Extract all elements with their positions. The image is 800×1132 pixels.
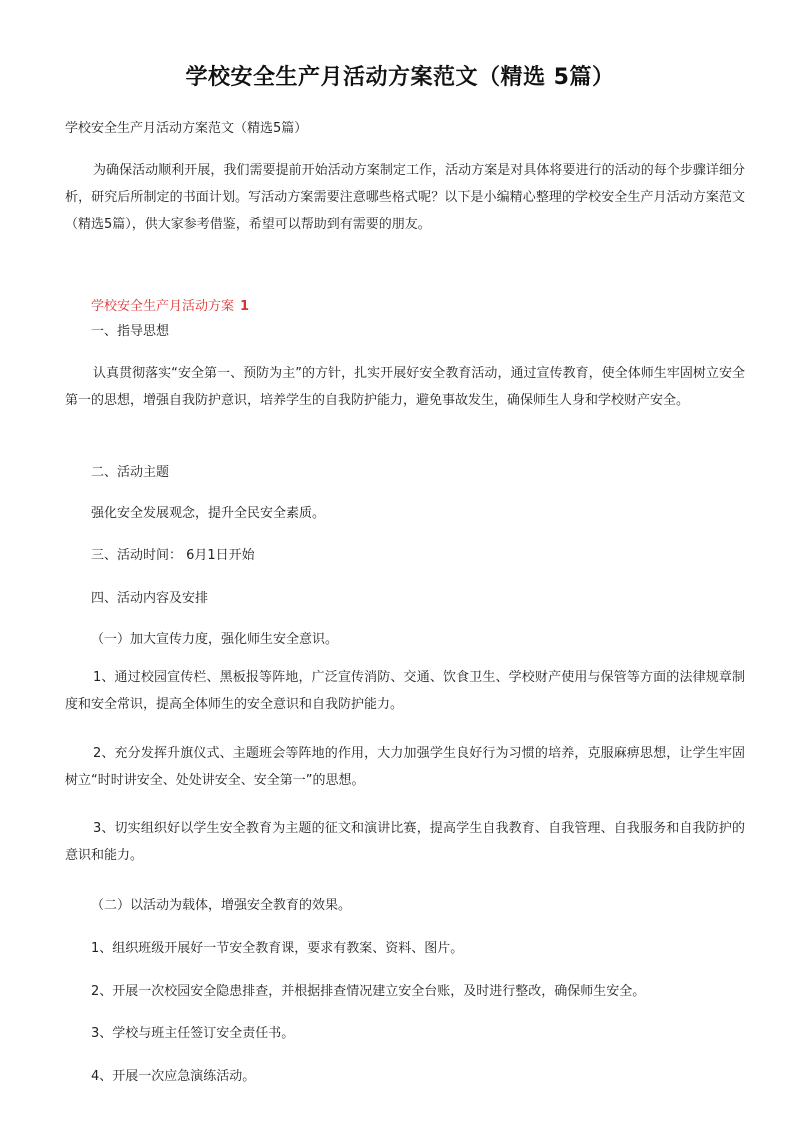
intro-paragraph: 为确保活动顺利开展，我们需要提前开始活动方案制定工作，活动方案是对具体将要进行的活动的每个步骤详细分析，研究后所制定的书面计划。写活动方案需要注意哪些格式呢？以下是小编精心整理的学校安全生产月活动方案范文（精选5篇），供大家参考借鉴，希望可以帮助到有需要的朋友。	[65, 163, 745, 232]
part2-item-4: 4、开展一次应急演练活动。	[91, 1069, 256, 1084]
part1-item-2: 2、充分发挥升旗仪式、主题班会等阵地的作用，大力加强学生良好行为习惯的培养，克服麻痹思想，让学生牢固树立“时时讲安全、处处讲安全、安全第一”的思想。	[65, 746, 745, 788]
theme-body: 强化安全发展观念，提升全民安全素质。	[91, 506, 326, 521]
part2-title: （二）以活动为载体，增强安全教育的效果。	[91, 898, 352, 913]
section-heading	[91, 295, 249, 314]
section-heading-text: 学校安全生产月活动方案	[91, 299, 235, 314]
part1-item-3: 3、切实组织好以学生安全教育为主题的征文和演讲比赛，提高学生自我教育、自我管理、自我服务和自我防护的意识和能力。	[65, 821, 745, 863]
part2-item-2: 2、开展一次校园安全隐患排查，并根据排查情况建立安全台账，及时进行整改，确保师生安全。	[91, 984, 646, 999]
document-title: 学校安全生产月活动方案范文（精选 5篇）	[185, 65, 615, 90]
subsection-title-content: 四、活动内容及安排	[91, 591, 209, 606]
subsection-title-time: 三、活动时间： 6月1日开始	[91, 548, 255, 563]
subsection-title-theme: 二、活动主题	[91, 465, 170, 480]
part1-title: （一）加大宣传力度，强化师生安全意识。	[91, 632, 339, 647]
section-heading-number: 1	[240, 299, 250, 314]
subsection-title-guiding: 一、指导思想	[91, 324, 170, 339]
part2-item-1: 1、组织班级开展好一节安全教育课，要求有教案、资料、图片。	[91, 941, 464, 956]
part1-item-1: 1、通过校园宣传栏、黑板报等阵地，广泛宣传消防、交通、饮食卫生、学校财产使用与保管等方面的法律规章制度和安全常识，提高全体师生的安全意识和自我防护能力。	[65, 670, 745, 712]
document-subtitle: 学校安全生产月活动方案范文（精选5篇）	[65, 121, 308, 136]
part2-item-3: 3、学校与班主任签订安全责任书。	[91, 1026, 295, 1041]
guiding-body: 认真贯彻落实“安全第一、预防为主”的方针，扎实开展好安全教育活动，通过宣传教育，使全体师生牢固树立安全第一的思想，增强自我防护意识，培养学生的自我防护能力，避免事故发生，确保师生人身和学校财产安全。	[65, 366, 745, 408]
